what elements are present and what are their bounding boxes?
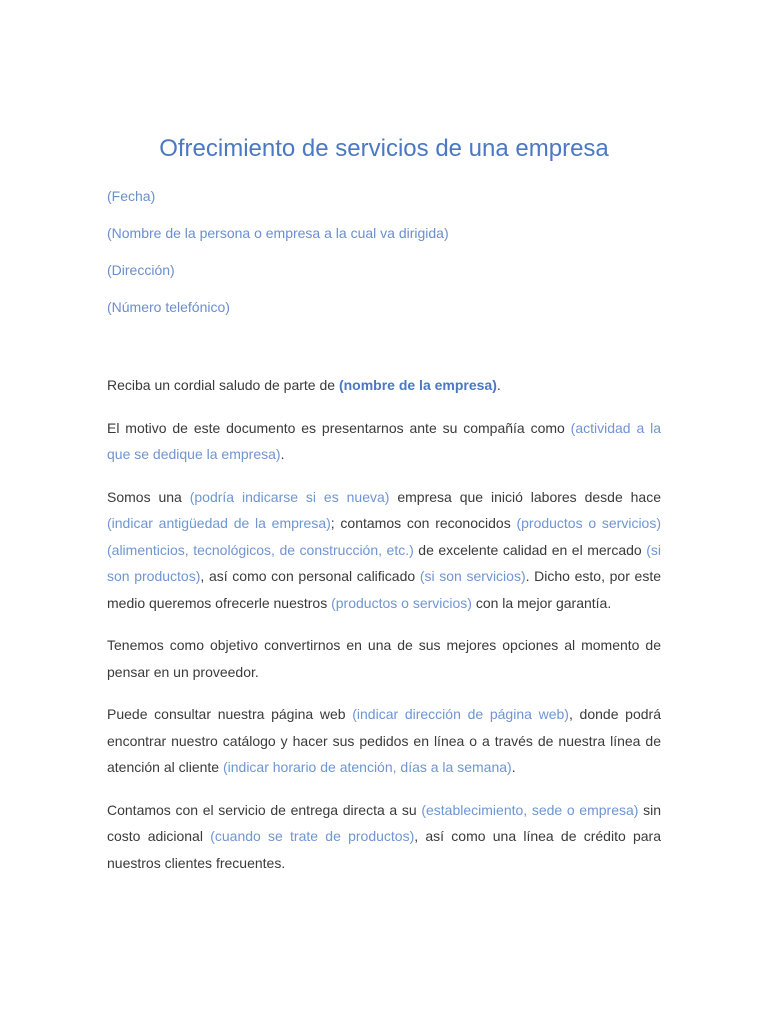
purpose-paragraph — [107, 415, 661, 468]
greeting-paragraph — [107, 372, 661, 399]
text-run: Puede consultar nuestra página web — [107, 706, 353, 722]
establishment-placeholder: (establecimiento, sede o empresa) — [421, 801, 639, 818]
text-run: . — [511, 759, 516, 775]
text-run: con la mejor garantía. — [471, 594, 612, 611]
date-field: (Fecha) — [107, 188, 156, 204]
text-run: empresa que inició labores desde hace — [389, 488, 661, 505]
text-run: El motivo de este documento es presentarnos ante su compañía como — [107, 419, 571, 436]
text-run: Reciba un cordial saludo de parte de — [107, 377, 339, 393]
website-paragraph — [107, 701, 661, 781]
seniority-placeholder: (indicar antigüedad de la empresa) — [107, 515, 331, 531]
website-placeholder: (indicar dirección de página web) — [352, 706, 569, 722]
text-run: Tenemos como objetivo convertirnos en una de sus mejores opciones al momento de pensar en un proveedor. — [107, 637, 661, 680]
company-name-placeholder: (nombre de la empresa) — [338, 377, 497, 393]
company-description-paragraph — [107, 484, 661, 617]
text-run: . — [280, 446, 285, 462]
document-title: Ofrecimiento de servicios de una empresa — [159, 135, 609, 162]
delivery-paragraph — [107, 797, 661, 877]
objective-paragraph — [107, 632, 661, 685]
address-field: (Dirección) — [107, 262, 175, 278]
spacer — [107, 335, 661, 372]
text-run: , así como con personal calificado — [200, 568, 420, 584]
activity-placeholder: (actividad a la que se dedique la empresa) — [107, 419, 661, 462]
products-placeholder: (si son productos) — [107, 541, 661, 584]
document-page — [107, 133, 661, 892]
text-run: . Dicho esto, por este medio queremos ofrecerle nuestros — [107, 568, 662, 611]
recipient-field: (Nombre de la persona o empresa a la cual va dirigida) — [107, 225, 449, 241]
text-run: ; contamos con reconocidos — [330, 515, 517, 531]
text-run: , así como una línea de crédito para nuestros clientes frecuentes. — [107, 828, 662, 871]
services-placeholder: (si son servicios) — [419, 568, 526, 584]
products-or-services-placeholder: (productos o servicios) — [331, 594, 472, 611]
text-run: . — [496, 377, 501, 393]
text-run: Somos una — [107, 488, 190, 505]
text-run: de excelente calidad en el mercado — [413, 541, 647, 558]
products-condition-placeholder: (cuando se trate de productos) — [210, 828, 415, 844]
text-run: sin costo adicional — [107, 801, 661, 844]
phone-field: (Número telefónico) — [107, 299, 230, 315]
text-run: , donde podrá encontrar nuestro catálogo y hacer sus pedidos en línea o a través de nuestra línea de atención al cliente — [107, 706, 661, 775]
offering-type-placeholder: (productos o servicios) (alimenticios, tecnológicos, de construcción, etc.) — [107, 515, 661, 558]
new-company-placeholder: (podría indicarse si es nueva) — [189, 488, 390, 505]
text-run: Contamos con el servicio de entrega directa a su — [107, 801, 422, 818]
schedule-placeholder: (indicar horario de atención, días a la semana) — [222, 759, 512, 775]
